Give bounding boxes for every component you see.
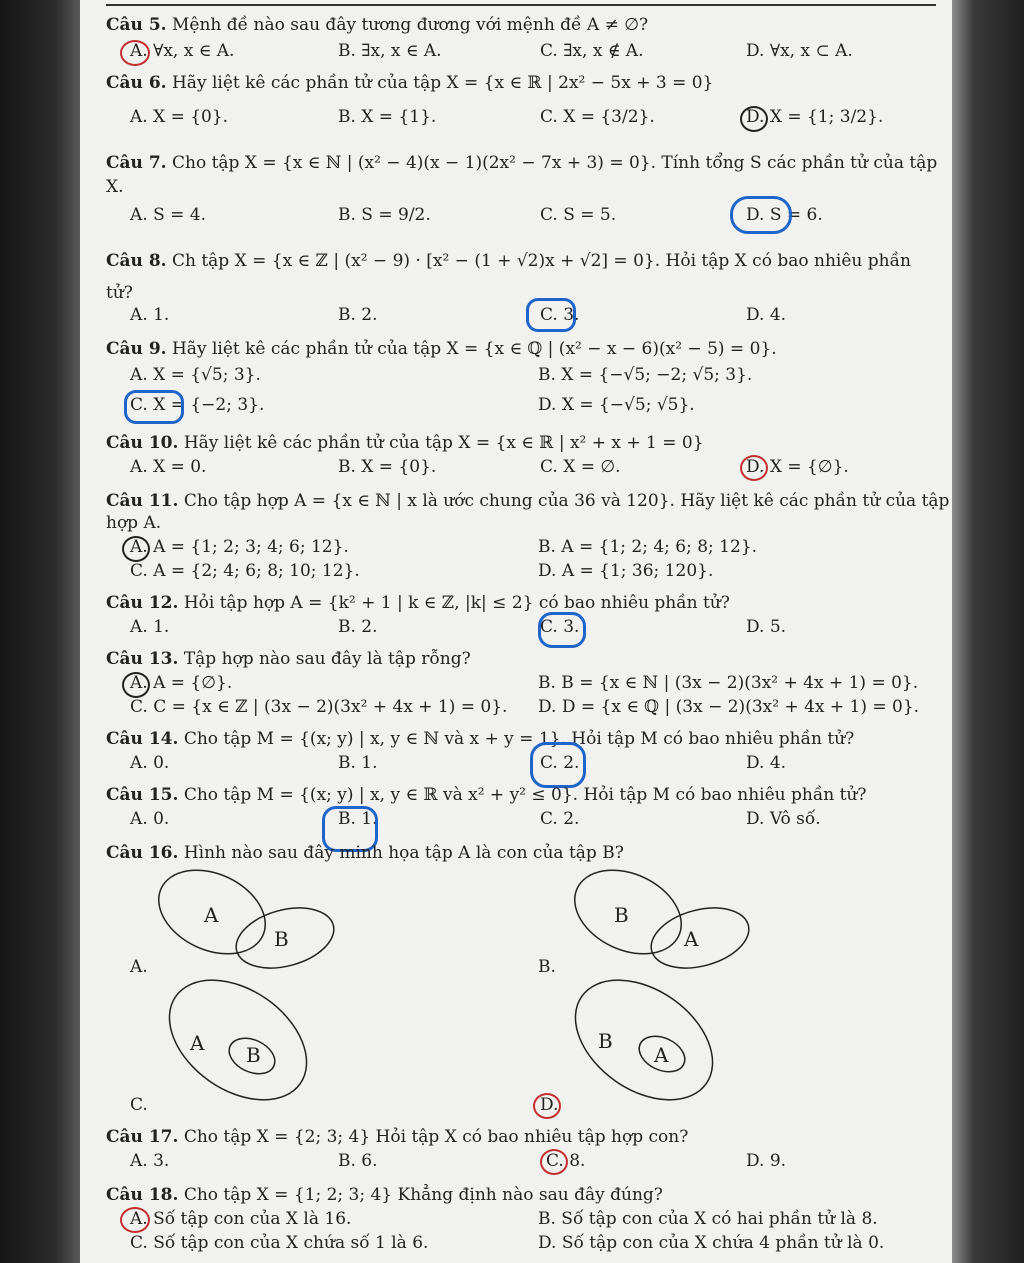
q14-answer-mark — [530, 742, 586, 788]
q8-option-d: D. 4. — [746, 305, 787, 325]
q6-option-b: B. X = {1}. — [338, 107, 437, 127]
venn-d-label-b: B — [598, 1029, 613, 1053]
q9-answer-mark — [124, 390, 184, 424]
q16-answer-circle — [533, 1093, 561, 1119]
q6-option-a: A. X = {0}. — [130, 107, 229, 127]
right-shadow — [952, 0, 1024, 1263]
question-8-cont: tử? — [106, 283, 133, 303]
q5-option-d: D. ∀x, x ⊂ A. — [746, 41, 853, 61]
q6-option-d: D. X = {1; 3/2}. — [746, 107, 884, 127]
q11-option-b: B. A = {1; 2; 4; 6; 8; 12}. — [538, 537, 758, 557]
q9-option-c: C. X = {−2; 3}. — [130, 395, 265, 415]
q12-option-a: A. 1. — [130, 617, 170, 637]
question-8: Câu 8. Ch tập X = {x ∈ ℤ | (x² − 9) · [x² − (1 + √2)x + √2] = 0}. Hỏi tập X có bao nhiêu phần — [106, 251, 911, 271]
q15-option-d: D. Vô số. — [746, 809, 821, 829]
venn-diagram-a — [150, 860, 350, 980]
q12-answer-mark — [538, 612, 586, 648]
q12-option-c: C. 3. — [540, 617, 580, 637]
q13-answer-circle — [122, 672, 150, 698]
question-7-cont: X. — [106, 177, 124, 197]
q11-answer-circle — [122, 536, 150, 562]
q10-option-c: C. X = ∅. — [540, 457, 621, 477]
question-10: Câu 10. Hãy liệt kê các phần tử của tập X = {x ∈ ℝ | x² + x + 1 = 0} — [106, 433, 704, 453]
q8-option-c: C. 3. — [540, 305, 580, 325]
q9-option-d: D. X = {−√5; √5}. — [538, 395, 695, 415]
venn-c-label-b: B — [246, 1043, 261, 1067]
q12-option-b: B. 2. — [338, 617, 378, 637]
q13-option-d: D. D = {x ∈ ℚ | (3x − 2)(3x² + 4x + 1) = 0}. — [538, 697, 920, 717]
question-14: Câu 14. Cho tập M = {(x; y) | x, y ∈ ℕ và x + y = 1}. Hỏi tập M có bao nhiêu phần tử? — [106, 729, 855, 749]
q10-option-d: D. X = {∅}. — [746, 457, 849, 477]
q8-option-a: A. 1. — [130, 305, 170, 325]
venn-diagram-b — [570, 860, 770, 980]
q10-option-b: B. X = {0}. — [338, 457, 437, 477]
q5-option-a: A. ∀x, x ∈ A. — [130, 41, 235, 61]
q17-answer-circle — [540, 1149, 568, 1175]
q14-option-b: B. 1. — [338, 753, 378, 773]
q15-option-c: C. 2. — [540, 809, 580, 829]
q15-option-b: B. 1. — [338, 809, 378, 829]
q11-option-d: D. A = {1; 36; 120}. — [538, 561, 714, 581]
q13-option-a: A. A = {∅}. — [130, 673, 233, 693]
q18-option-a: A. Số tập con của X là 16. — [130, 1209, 352, 1229]
q5-option-c: C. ∃x, x ∉ A. — [540, 41, 644, 61]
q10-option-a: A. X = 0. — [130, 457, 207, 477]
venn-a-label-b: B — [274, 927, 289, 951]
q12-option-d: D. 5. — [746, 617, 787, 637]
q17-option-b: B. 6. — [338, 1151, 378, 1171]
q18-option-b: B. Số tập con của X có hai phần tử là 8. — [538, 1209, 878, 1229]
q9-option-a: A. X = {√5; 3}. — [130, 365, 261, 385]
q5-option-b: B. ∃x, x ∈ A. — [338, 41, 442, 61]
q7-answer-mark — [730, 196, 792, 234]
q8-answer-mark — [526, 298, 576, 332]
venn-b-label-a: A — [684, 927, 699, 951]
q9-option-b: B. X = {−√5; −2; √5; 3}. — [538, 365, 753, 385]
q17-option-c: C. 8. — [546, 1151, 586, 1171]
q15-option-a: A. 0. — [130, 809, 170, 829]
venn-c-label-a: A — [190, 1031, 205, 1055]
venn-a-label-a: A — [204, 903, 219, 927]
q7-option-c: C. S = 5. — [540, 205, 617, 225]
left-shadow — [0, 0, 80, 1263]
q7-option-b: B. S = 9/2. — [338, 205, 431, 225]
question-6: Câu 6. Hãy liệt kê các phần tử của tập X = {x ∈ ℝ | 2x² − 5x + 3 = 0} — [106, 73, 714, 93]
q16-option-c: C. — [130, 1095, 148, 1115]
q16-option-a: A. — [130, 957, 148, 977]
q16-option-b: B. — [538, 957, 556, 977]
venn-diagram-d — [566, 978, 726, 1102]
q13-option-b: B. B = {x ∈ ℕ | (3x − 2)(3x² + 4x + 1) = 0}. — [538, 673, 919, 693]
q6-option-c: C. X = {3/2}. — [540, 107, 655, 127]
q5-answer-circle — [120, 40, 150, 66]
question-11-cont: hợp A. — [106, 513, 162, 533]
q10-answer-circle — [740, 455, 768, 481]
question-18: Câu 18. Cho tập X = {1; 2; 3; 4} Khẳng định nào sau đây đúng? — [106, 1185, 663, 1205]
top-rule — [106, 4, 936, 6]
question-17: Câu 17. Cho tập X = {2; 3; 4} Hỏi tập X có bao nhiêu tập hợp con? — [106, 1127, 689, 1147]
q8-option-b: B. 2. — [338, 305, 378, 325]
q14-option-a: A. 0. — [130, 753, 170, 773]
q18-option-d: D. Số tập con của X chứa 4 phần tử là 0. — [538, 1233, 885, 1253]
q7-option-a: A. S = 4. — [130, 205, 207, 225]
q6-answer-circle — [740, 106, 768, 132]
q17-option-d: D. 9. — [746, 1151, 787, 1171]
q13-option-c: C. C = {x ∈ ℤ | (3x − 2)(3x² + 4x + 1) = 0}. — [130, 697, 508, 717]
q14-option-c: C. 2. — [540, 753, 580, 773]
venn-diagram-c — [160, 978, 320, 1102]
venn-b-label-b: B — [614, 903, 629, 927]
venn-d-label-a: A — [654, 1043, 669, 1067]
q18-answer-circle — [120, 1207, 150, 1233]
q7-option-d: D. S = 6. — [746, 205, 823, 225]
question-16: Câu 16. Hình nào sau đây minh họa tập A là con của tập B? — [106, 843, 624, 863]
question-12: Câu 12. Hỏi tập hợp A = {k² + 1 | k ∈ ℤ, |k| ≤ 2} có bao nhiêu phần tử? — [106, 593, 730, 613]
question-7: Câu 7. Cho tập X = {x ∈ ℕ | (x² − 4)(x − 1)(2x² − 7x + 3) = 0}. Tính tổng S các phần tử của tập — [106, 153, 938, 173]
question-13: Câu 13. Tập hợp nào sau đây là tập rỗng? — [106, 649, 471, 669]
q18-option-c: C. Số tập con của X chứa số 1 là 6. — [130, 1233, 429, 1253]
q14-option-d: D. 4. — [746, 753, 787, 773]
question-5: Câu 5. Mệnh đề nào sau đây tương đương với mệnh đề A ≠ ∅? — [106, 15, 649, 35]
q17-option-a: A. 3. — [130, 1151, 170, 1171]
question-11: Câu 11. Cho tập hợp A = {x ∈ ℕ | x là ước chung của 36 và 120}. Hãy liệt kê các phần tử của tập — [106, 491, 950, 511]
question-15: Câu 15. Cho tập M = {(x; y) | x, y ∈ ℝ và x² + y² ≤ 0}. Hỏi tập M có bao nhiêu phần tử? — [106, 785, 867, 805]
q11-option-a: A. A = {1; 2; 3; 4; 6; 12}. — [130, 537, 349, 557]
q11-option-c: C. A = {2; 4; 6; 8; 10; 12}. — [130, 561, 360, 581]
question-9: Câu 9. Hãy liệt kê các phần tử của tập X = {x ∈ ℚ | (x² − x − 6)(x² − 5) = 0}. — [106, 339, 777, 359]
q16-option-d: D. — [540, 1095, 559, 1115]
